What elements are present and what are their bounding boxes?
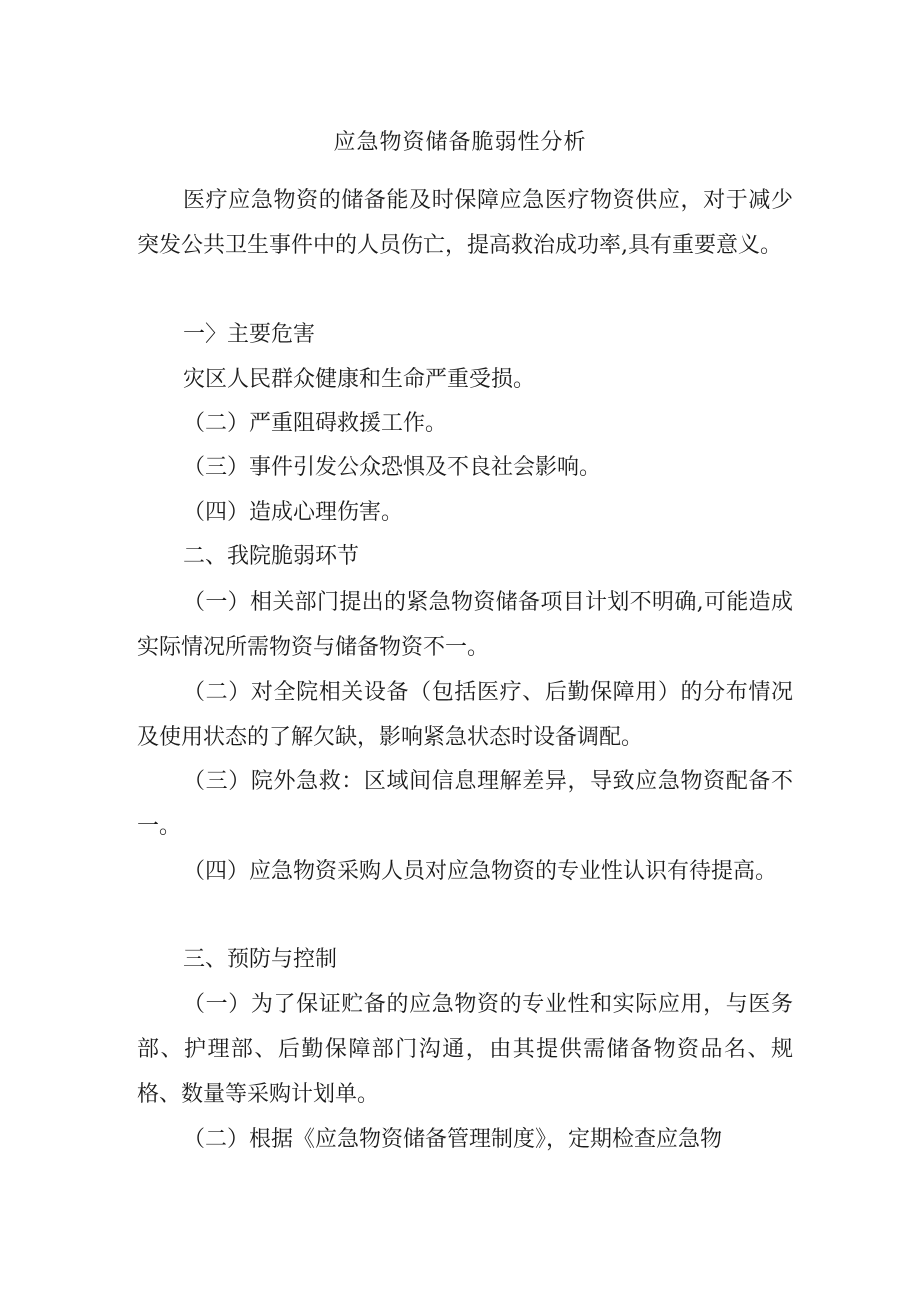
- paragraph-hazard-3: （三）事件引发公众恐惧及不良社会影响。: [183, 455, 602, 480]
- paragraph-weak-link-2: （二）对全院相关设备（包括医疗、后勤保障用）的分布情况及使用状态的了解欠缺，影响紧急状态时设备调配。: [137, 680, 793, 750]
- document-title: 应急物资储备脆弱性分析: [333, 130, 587, 155]
- paragraph-weak-link-4: （四）应急物资采购人员对应急物资的专业性认识有待提高。: [183, 859, 778, 884]
- paragraph-prevention-2: （二）根据《应急物资储备管理制度》，定期检查应急物: [183, 1127, 723, 1152]
- paragraph-hazard-2: （二）严重阻碍救援工作。: [183, 411, 448, 436]
- paragraph-hazard-4: （四）造成心理伤害。: [183, 500, 404, 525]
- section-heading-prevention: 三、预防与控制: [183, 947, 338, 972]
- section-heading-main-hazards: 一〉主要危害: [183, 322, 316, 347]
- section-heading-weak-links: 二、我院脆弱环节: [183, 544, 360, 569]
- paragraph-weak-link-1: （一）相关部门提出的紧急物资储备项目计划不明确,可能造成实际情况所需物资与储备物资不一。: [137, 590, 793, 660]
- paragraph-prevention-1: （一）为了保证贮备的应急物资的专业性和实际应用，与医务部、护理部、后勤保障部门沟通，由其提供需储备物资品名、规格、数量等采购计划单。: [137, 992, 793, 1107]
- paragraph-weak-link-3: （三）院外急救：区域间信息理解差异，导致应急物资配备不一。: [137, 769, 793, 839]
- paragraph-intro: 医疗应急物资的储备能及时保障应急医疗物资供应，对于减少突发公共卫生事件中的人员伤亡，提高救治成功率,具有重要意义。: [137, 188, 793, 258]
- paragraph-hazard-1: 灾区人民群众健康和生命严重受损。: [183, 367, 536, 392]
